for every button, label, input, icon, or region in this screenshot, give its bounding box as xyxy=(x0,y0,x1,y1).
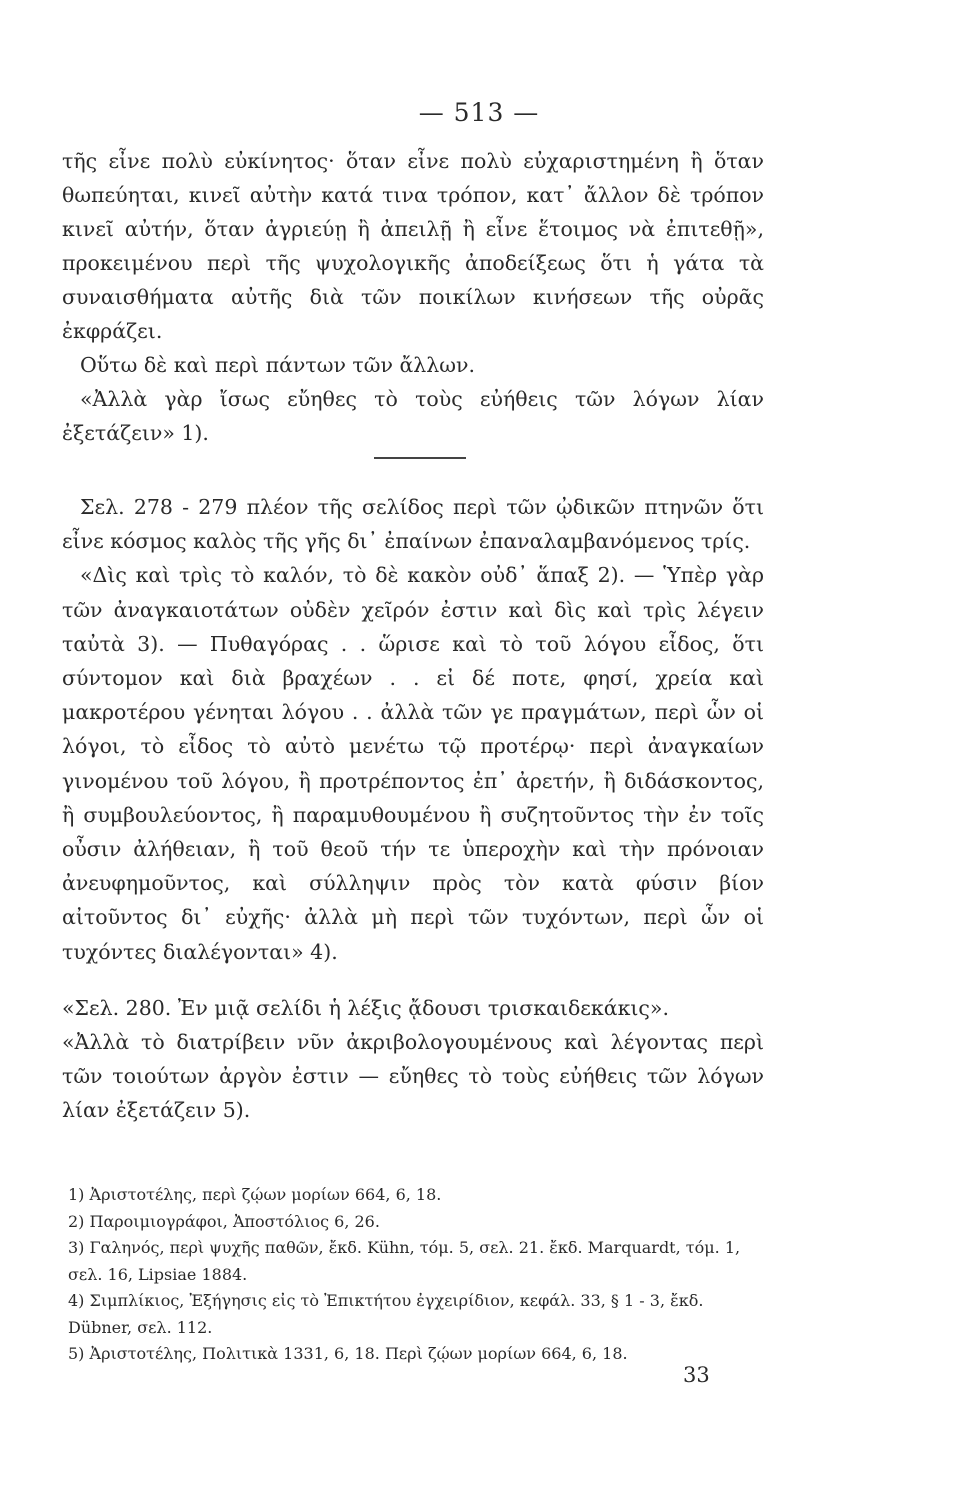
page-header-number: — 513 — xyxy=(418,98,540,127)
paragraph-quote-simple-minded: «Ἀλλὰ γὰρ ἴσως εὔηθες τὸ τοὺς εὐήθεις τῶν λόγων λίαν ἐξετάζειν» 1). xyxy=(62,387,764,445)
paragraph-pythagoras-quote: «Δὶς καὶ τρὶς τὸ καλόν, τὸ δὲ κακὸν οὐδ᾽ ἅπαξ 2). — Ὑπὲρ γὰρ τῶν ἀναγκαιοτάτων οὐδὲν χεῖρόν ἐστιν καὶ δὶς καὶ τρὶς λέγειν ταὐτὰ 3). — Πυθαγόρας . . ὥρισε καὶ τὸ τοῦ λόγου εἶδος, ὅτι σύντομον καὶ διὰ βραχέων . . εἰ δέ ποτε, φησί, χρεία καὶ μακροτέρου γένηται λόγου . . ἀλλὰ τῶν γε πραγμάτων, περὶ ὧν οἱ λόγοι, τὸ εἶδος τὸ αὐτὸ μενέτω τῷ προτέρῳ· περὶ ἀναγκαίων γινομένου τοῦ λόγου, ἢ προτρέποντος ἐπ᾽ ἀρετήν, ἢ διδάσκοντος, ἢ συμβουλεύοντος, ἢ παραμυθουμένου ἢ συζητοῦντος τὴν ἐν τοῖς οὖσιν ἀλήθειαν, ἢ τοῦ θεοῦ τήν τε ὑπεροχὴν καὶ τὴν πρόνοιαν ἀνευφημοῦντος, καὶ σύλληψιν πρὸς τὸν κατὰ φύσιν βίον αἰτοῦντος δι᾽ εὐχῆς· ἀλλὰ μὴ περὶ τῶν τυχόντων, περὶ ὧν οἱ τυχόντες διαλέγονται» 4). xyxy=(62,563,764,964)
paragraph-songbirds: Σελ. 278 - 279 πλέον τῆς σελίδος περὶ τῶν ᾠδικῶν πτηνῶν ὅτι εἶνε κόσμος καλὸς τῆς γῆς δι᾽ ἐπαίνων ἐπαναλαμβανόμενος τρίς. xyxy=(62,495,764,554)
section-divider xyxy=(374,457,466,459)
footnote-4: 4) Σιμπλίκιος, Ἐξήγησις εἰς τὸ Ἐπικτήτου ἐγχειρίδιον, κεφάλ. 33, § 1 - 3, ἔκδ. Dübner, σελ. 112. xyxy=(68,1291,704,1337)
text-block-top xyxy=(62,144,764,450)
footnote-1: 1) Ἀριστοτέλης, περὶ ζῴων μορίων 664, 6, 18. xyxy=(68,1185,442,1204)
paragraph-page-280: «Σελ. 280. Ἐν μιᾷ σελίδι ἡ λέξις ᾄδουσι τρισκαιδεκάκις». xyxy=(62,996,669,1020)
sheet-number: 33 xyxy=(683,1363,710,1387)
footnote-3: 3) Γαληνός, περὶ ψυχῆς παθῶν, ἔκδ. Kühn, τόμ. 5, σελ. 21. ἔκδ. Marquardt, τόμ. 1, σελ. 16, Lipsiae 1884. xyxy=(68,1238,741,1284)
footnote-2: 2) Παροιμιογράφοι, Ἀποστόλιος 6, 26. xyxy=(68,1211,380,1231)
paragraph-closing-quote: «Ἀλλὰ τὸ διατρίβειν νῦν ἀκριβολογουμένους καὶ λέγοντας περὶ τῶν τοιούτων ἀργὸν ἐστιν — εὔηθες τὸ τοὺς εὐήθεις τῶν λόγων λίαν ἐξετάζειν 5). xyxy=(62,1030,764,1122)
text-block-middle xyxy=(62,490,764,969)
paragraph-others: Οὕτω δὲ καὶ περὶ πάντων τῶν ἄλλων. xyxy=(80,353,475,377)
paragraph-cat-tail: τῆς εἶνε πολὺ εὐκίνητος· ὅταν εἶνε πολὺ εὐχαριστημένη ἢ ὅταν θωπεύηται, κινεῖ αὐτὴν κατά τινα τρόπον, κατ᾽ ἄλλον δὲ τρόπον κινεῖ αὐτήν, ὅταν ἀγριεύῃ ἢ ἀπειλῇ ἢ εἶνε ἕτοιμος νὰ ἐπιτεθῇ», προκειμένου περὶ τῆς ψυχολογικῆς ἀποδείξεως ὅτι ἡ γάτα τὰ συναισθήματα αὐτῆς διὰ τῶν ποικίλων κινήσεων τῆς οὐρᾶς ἐκφράζει. xyxy=(62,149,764,343)
footnote-5: 5) Ἀριστοτέλης, Πολιτικὰ 1331, 6, 18. Περὶ ζῴων μορίων 664, 6, 18. xyxy=(68,1344,628,1363)
text-block-bottom xyxy=(62,991,764,1127)
footnotes xyxy=(62,1182,764,1368)
